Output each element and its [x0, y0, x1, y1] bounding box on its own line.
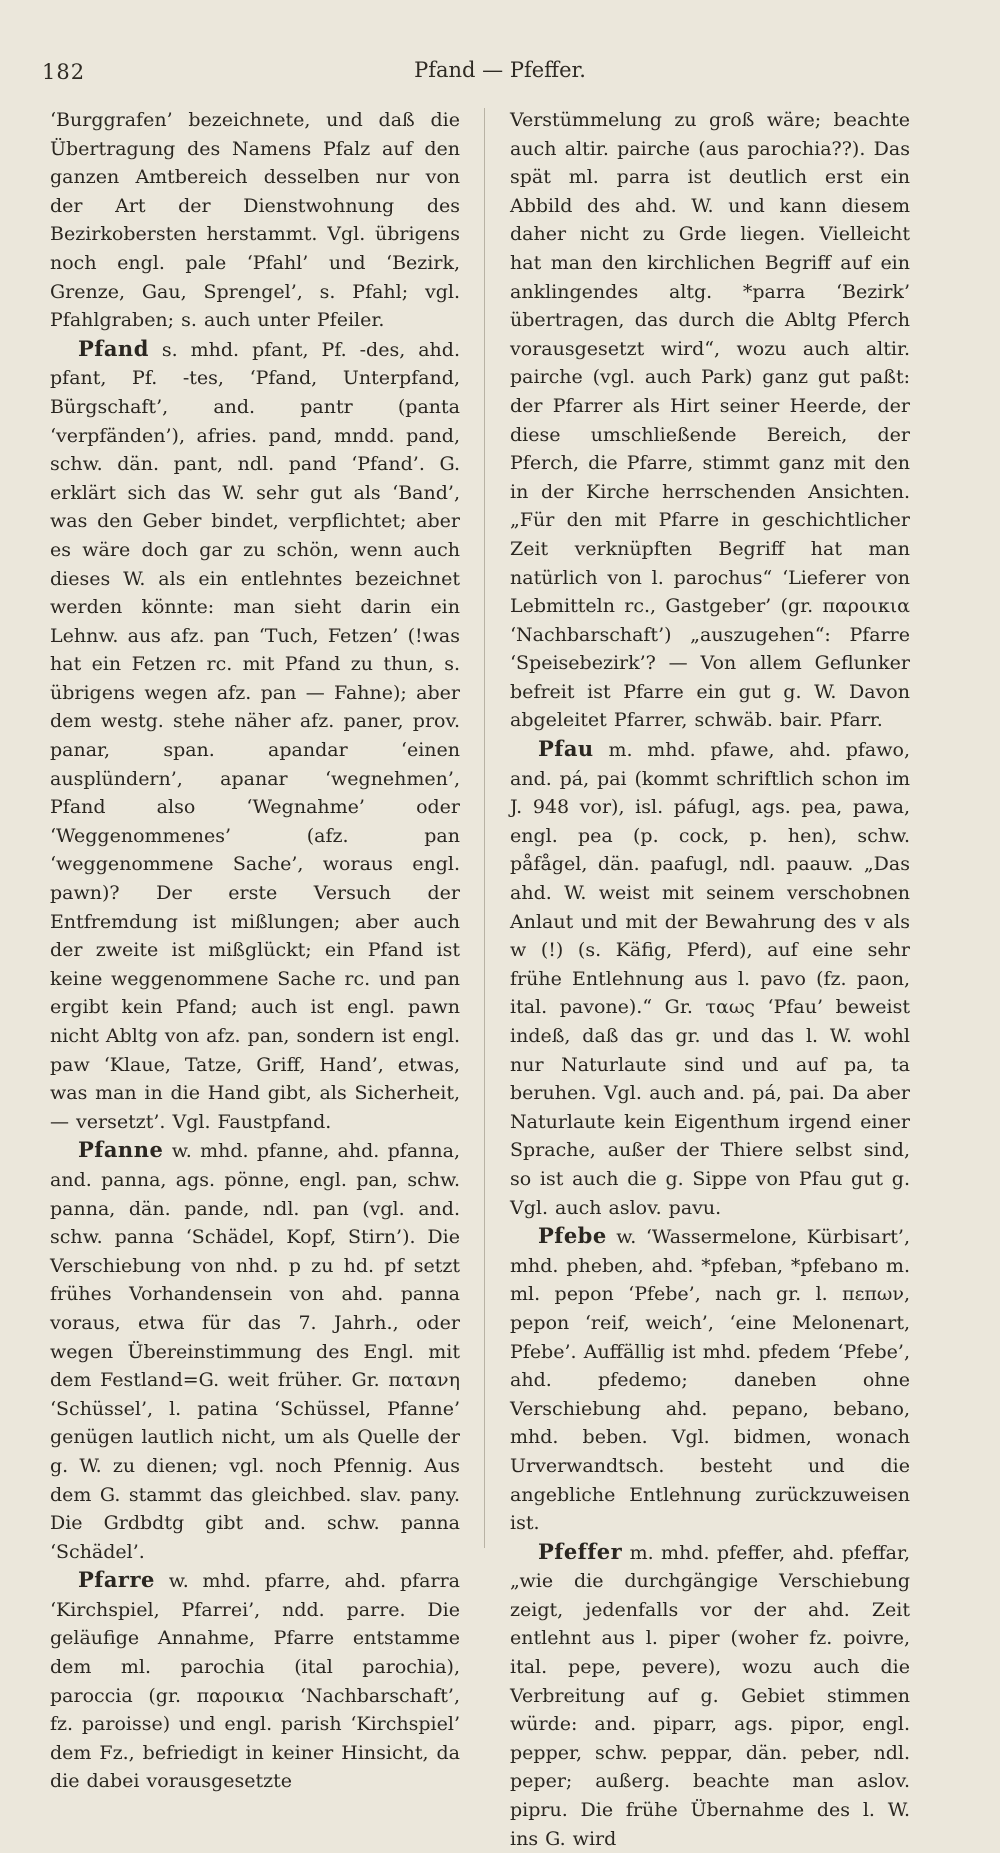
- headword-pfeffer: Pfeffer: [538, 1538, 623, 1564]
- right-continuation-text: Verstümmelung zu groß wäre; beachte auch altir. pairche (aus parochia??). Das spät ml. parra ist deutlich erst ein Abbild des ahd. W. und kann diesem daher nicht zu Grde liegen. Vielleicht hat man den kirchlichen Begriff auf ein anklingendes altg. *parra ‘Bezirk’ übertragen, das durch die Abltg Pferch vorausgesetzt wird“, wozu auch altir. pairche (vgl. auch Park) ganz gut paßt: der Pfarrer als Hirt seiner Heerde, der diese umschließende Bereich, der Pferch, die Pfarre, stimmt ganz mit den in der Kirche herrschenden Ansichten. „Für den mit Pfarre in geschichtlicher Zeit verknüpften Begriff hat man natürlich von l. parochus“ ‘Lieferer von Lebmitteln rc., Gastgeber’ (gr. παροικια ‘Nachbarschaft’) „auszugehen“: Pfarre ‘Speisebezirk’? — Von allem Geflunker befreit ist Pfarre ein gut g. W. Davon abgeleitet Pfarrer, schwäb. bair. Pfarr.: [510, 109, 910, 732]
- running-head: Pfand — Pfeffer.: [414, 58, 586, 82]
- headword-pfanne: Pfanne: [78, 1137, 164, 1163]
- entry-pfebe: [510, 1222, 910, 1538]
- headword-pfarre: Pfarre: [78, 1567, 155, 1593]
- headword-pfand: Pfand: [78, 335, 149, 361]
- entry-pfebe-text: w. ‘Wassermelone, Kürbisart’, mhd. pheben, ahd. *pfeban, *pfebano m. ml. pepon ‘Pfebe’, nach gr. l. πεπων, pepon ‘reif, weich’, ‘eine Melonenart, Pfebe’. Auffällig ist mhd. pfedem ‘Pfebe’, ahd. pfedemo; daneben ohne Verschiebung ahd. pepano, bebano, mhd. beben. Vgl. bidmen, wonach Urverwandtsch. besteht und die angebliche Entlehnung zurückzuweisen ist.: [510, 1226, 910, 1535]
- left-continuation-text: ‘Burggrafen’ bezeichnete, und daß die Übertragung des Namens Pfalz auf den ganzen Amtbereich desselben nur von der Art der Dienstwohnung des Bezirkobersten herstammt. Vgl. übrigens noch engl. pale ‘Pfahl’ und ‘Bezirk, Grenze, Gau, Sprengel’, s. Pfahl; vgl. Pfahlgraben; s. auch unter Pfeiler.: [50, 109, 460, 332]
- left-column: [50, 106, 460, 1796]
- headword-pfau: Pfau: [538, 736, 594, 762]
- right-continuation-paragraph: [510, 106, 910, 735]
- left-continuation-paragraph: [50, 106, 460, 335]
- entry-pfanne: [50, 1136, 460, 1566]
- entry-pfand: [50, 335, 460, 1137]
- entry-pfarre: [50, 1566, 460, 1796]
- column-divider: [484, 108, 485, 1548]
- entry-pfanne-text: w. mhd. pfanne, ahd. pfanna, and. panna, ags. pönne, engl. pan, schw. panna, dän. pande, ndl. pan (vgl. and. schw. panna ‘Schädel, Kopf, Stirn’). Die Verschiebung von nhd. p zu hd. pf setzt frühes Vorhandensein von ahd. panna voraus, etwa für das 7. Jahrh., oder wegen Übereinstimmung des Engl. mit dem Festland=G. weit früher. Gr. πατανη ‘Schüssel’, l. patina ‘Schüssel, Pfanne’ genügen lautlich nicht, um als Quelle der g. W. zu dienen; vgl. noch Pfennig. Aus dem G. stammt das gleichbed. slav. pany. Die Grdbdtg gibt and. schw. panna ‘Schädel’.: [50, 1140, 460, 1563]
- entry-pfand-text: s. mhd. pfant, Pf. -des, ahd. pfant, Pf. -tes, ‘Pfand, Unterpfand, Bürgschaft’, and. pantr (panta ‘verpfänden’), afries. pand, mndd. pand, schw. dän. pant, ndl. pand ‘Pfand’. G. erklärt sich das W. sehr gut als ‘Band’, was den Geber bindet, verpflichtet; aber es wäre doch gar zu schön, wenn auch dieses W. als ein entlehntes bezeichnet werden könnte: man sieht darin ein Lehnw. aus afz. pan ‘Tuch, Fetzen’ (!was hat ein Fetzen rc. mit Pfand zu thun, s. übrigens wegen afz. pan — Fahne); aber dem westg. stehe näher afz. paner, prov. panar, span. apandar ‘einen ausplündern’, apanar ‘wegnehmen’, Pfand also ‘Wegnahme’ oder ‘Weggenommenes’ (afz. pan ‘weggenommene Sache’, woraus engl. pawn)? Der erste Versuch der Entfremdung ist mißlungen; aber auch der zweite ist mißglückt; ein Pfand ist keine weggenommene Sache rc. und pan ergibt kein Pfand; auch ist engl. pawn nicht Abltg von afz. pan, sondern ist engl. paw ‘Klaue, Tatze, Griff, Hand’, etwas, was man in die Hand gibt, als Sicherheit, — versetzt’. Vgl. Faustpfand.: [50, 338, 460, 1133]
- entry-pfeffer: [510, 1538, 910, 1853]
- page-number: 182: [42, 60, 86, 84]
- entry-pfau-text: m. mhd. pfawe, ahd. pfawo, and. pá, pai (kommt schriftlich schon im J. 948 vor), isl. páfugl, ags. pea, pawa, engl. pea (p. cock, p. hen), schw. påfågel, dän. paafugl, ndl. paauw. „Das ahd. W. weist mit seinem verschobnen Anlaut und mit der Bewahrung des v als w (!) (s. Käfig, Pferd), auf eine sehr frühe Entlehnung aus l. pavo (fz. paon, ital. pavone).“ Gr. ταως ‘Pfau’ beweist indeß, daß das gr. und das l. W. wohl nur Naturlaute sind und auf pa, ta beruhen. Vgl. auch and. pá, pai. Da aber Naturlaute kein Eigenthum irgend einer Sprache, außer der Thiere selbst sind, so ist auch die g. Sippe von Pfau gut g. Vgl. auch aslov. pavu.: [510, 739, 910, 1219]
- headword-pfebe: Pfebe: [538, 1223, 607, 1249]
- right-column: [510, 106, 910, 1853]
- entry-pfeffer-text: m. mhd. pfeffer, ahd. pfeffar, „wie die durchgängige Verschiebung zeigt, jedenfalls vor der ahd. Zeit entlehnt aus l. piper (woher fz. poivre, ital. pepe, pevere), wozu auch die Verbreitung auf g. Gebiet stimmen würde: and. piparr, ags. pipor, engl. pepper, schw. peppar, dän. peber, ndl. peper; außerg. beachte man aslov. pipru. Die frühe Übernahme des l. W. ins G. wird: [510, 1541, 910, 1850]
- entry-pfarre-text: w. mhd. pfarre, ahd. pfarra ‘Kirchspiel, Pfarrei’, ndd. parre. Die geläufige Annahme, Pfarre entstamme dem ml. parochia (ital parochia), paroccia (gr. παροικια ‘Nachbarschaft’, fz. paroisse) und engl. parish ‘Kirchspiel’ dem Fz., befriedigt in keiner Hinsicht, da die dabei vorausgesetzte: [50, 1570, 460, 1793]
- entry-pfau: [510, 735, 910, 1222]
